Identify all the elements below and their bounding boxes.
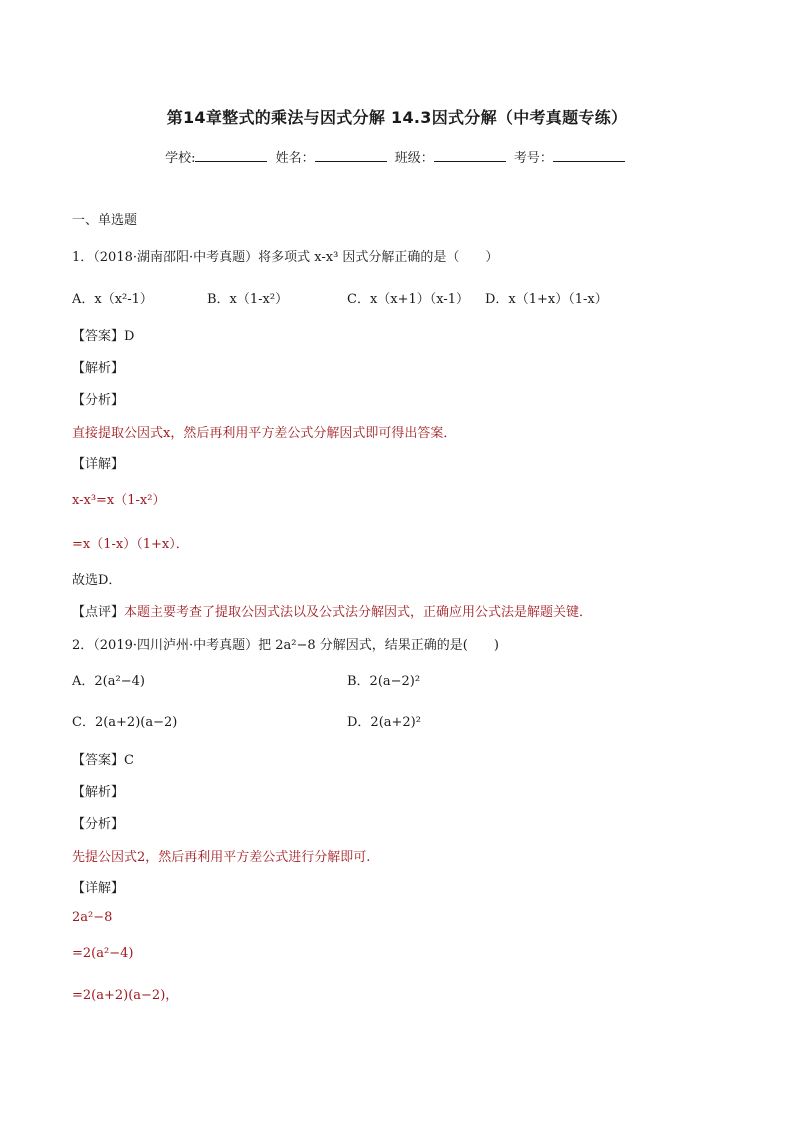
class-blank[interactable] bbox=[434, 149, 506, 162]
q1-option-a: A．x（x²-1） bbox=[72, 292, 153, 307]
q1-step-2: =x（1-x）（1+x）． bbox=[72, 537, 189, 552]
q2-stem: 2．（2019·四川泸州·中考真题）把 2a²−8 分解因式，结果正确的是( ) bbox=[72, 638, 499, 653]
q1-xiangjie-label: 【详解】 bbox=[72, 457, 125, 472]
q1-fenxi-label: 【分析】 bbox=[72, 393, 125, 408]
q2-step-3: =2(a+2)(a−2)， bbox=[72, 988, 179, 1003]
page-title: 第14章整式的乘法与因式分解 14.3因式分解（中考真题专练） bbox=[166, 108, 628, 127]
exam-no-label: 考号： bbox=[513, 151, 553, 166]
q1-option-b: B．x（1-x²） bbox=[207, 292, 289, 307]
name-blank[interactable] bbox=[315, 149, 387, 162]
q1-answer bbox=[72, 325, 134, 344]
q1-dianping-label: 【点评】 bbox=[72, 605, 125, 620]
q1-option-d: D．x（1+x）（1-x） bbox=[485, 292, 608, 307]
q2-option-b: B．2(a−2)² bbox=[347, 674, 421, 689]
q1-step-1: x-x³=x（1-x²） bbox=[72, 493, 166, 508]
q2-answer: 【答案】C bbox=[72, 753, 134, 768]
q2-fenxi-label: 【分析】 bbox=[72, 817, 125, 832]
q2-option-d: D．2(a+2)² bbox=[347, 715, 421, 730]
class-label: 班级： bbox=[394, 151, 434, 166]
student-info-line bbox=[0, 147, 794, 166]
q2-step-2: =2(a²−4) bbox=[72, 946, 134, 961]
q1-stem: 1．（2018·湖南邵阳·中考真题）将多项式 x-x³ 因式分解正确的是（ ） bbox=[72, 250, 499, 265]
name-label: 姓名： bbox=[275, 151, 315, 166]
q1-fenxi-text: 直接提取公因式x，然后再利用平方差公式分解因式即可得出答案． bbox=[72, 426, 457, 441]
school-blank[interactable] bbox=[195, 149, 267, 162]
q2-fenxi-text: 先提公因式2，然后再利用平方差公式进行分解即可. bbox=[72, 850, 371, 865]
q2-option-c: C．2(a+2)(a−2) bbox=[72, 715, 178, 730]
q1-conclusion: 故选D． bbox=[72, 573, 122, 588]
section-title: 一、单选题 bbox=[72, 213, 138, 228]
q1-dianping-text: 本题主要考查了提取公因式法以及公式法分解因式，正确应用公式法是解题关键． bbox=[124, 605, 593, 620]
exam-no-blank[interactable] bbox=[553, 149, 625, 162]
q2-step-1: 2a²−8 bbox=[72, 910, 113, 925]
q1-dianping bbox=[72, 601, 592, 620]
q2-jiexi-label: 【解析】 bbox=[72, 785, 125, 800]
q2-option-a: A．2(a²−4) bbox=[72, 674, 145, 689]
q2-xiangjie-label: 【详解】 bbox=[72, 881, 125, 896]
q1-answer-text: 【答案】D bbox=[72, 329, 135, 344]
q1-option-c: C．x（x+1）（x-1） bbox=[347, 292, 470, 307]
q1-jiexi-label: 【解析】 bbox=[72, 361, 125, 376]
school-label: 学校: bbox=[165, 151, 196, 166]
